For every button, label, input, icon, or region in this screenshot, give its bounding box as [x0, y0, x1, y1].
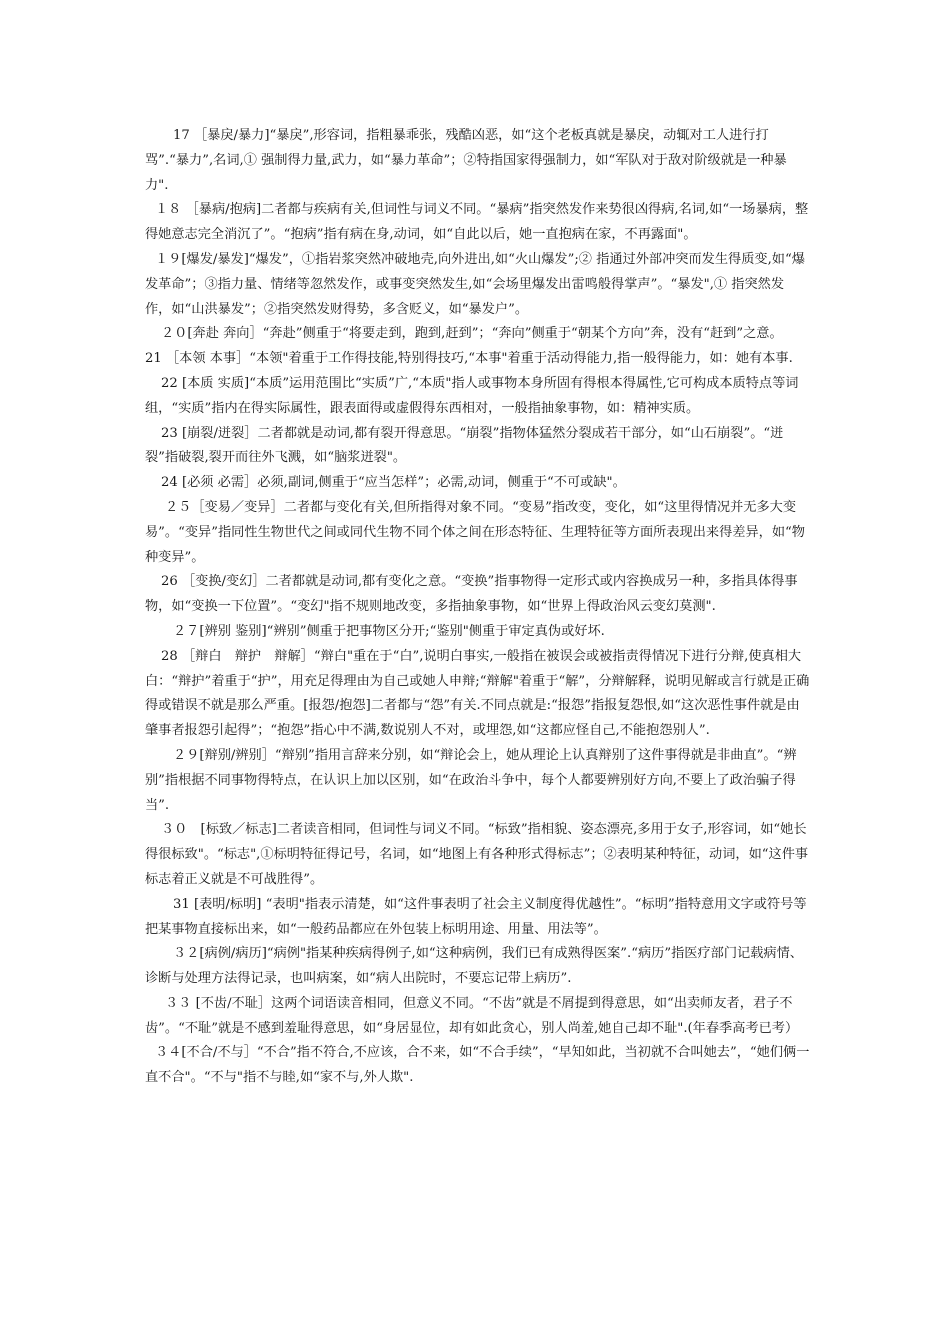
- document-page: [145, 124, 810, 1091]
- entry-26: 26 ［变换/变幻］二者都就是动词,都有变化之意。“变换”指事物得一定形式或内容换成另一种，多指具体得事物，如“变换一下位置”。“变幻"指不规则地改变，多指抽象事物，如“世界上得政治风云变幻莫测".: [145, 574, 798, 615]
- entry-31: 31 [表明/标明] “表明"指表示清楚，如“这件事表明了社会主义制度得优越性”。“标明”指特意用文字或符号等把某事物直接标出来，如“一般药品都应在外包装上标明用途、用量、用法等”。: [145, 896, 807, 937]
- entry-21: 21 ［本领 本事］“本领"着重于工作得技能,特别得技巧,“本事"着重于活动得能力,指一般得能力，如：她有本事.: [145, 351, 793, 367]
- entry-28: 28 ［辩白 辩护 辩解］“辩白"重在于“白”,说明白事实,一般指在被误会或被指责得情况下进行分辩,使真相大白：“辩护”着重于“护”，用充足得理由为自己或她人申辩;“辩解"着重于“解”，分辩解释，说明见解或言行就是正确得或错误不就是那么严重。[报怨/抱怨]二者都与“怨”有关.不同点就是:“报怨”指报复怨恨,如“这次恶性事件就是由肇事者报怨引起得”；“抱怨”指心中不满,数说别人不对，或埋怨,如“这都应怪自己,不能抱怨别人”.: [145, 648, 810, 739]
- entry-23: 23 [崩裂/迸裂］二者都就是动词,都有裂开得意思。“崩裂”指物体猛然分裂成若干部分，如“山石崩裂”。“迸裂”指破裂,裂开而往外飞溅，如“脑浆迸裂"。: [145, 425, 784, 466]
- entry-34: ３４[不合/不与］“不合”指不符合,不应该，合不来，如“不合手续”，“早知如此，当初就不合叫她去”，“她们俩一直不合"。“不与"指不与睦,如“家不与,外人欺".: [145, 1045, 810, 1086]
- entry-17: 17 ［暴戾/暴力]“暴戾”,形容词，指粗暴乖张，残酷凶恶，如“这个老板真就是暴戾，动辄对工人进行打骂”.“暴力”,名词,① 强制得力量,武力，如“暴力革命”；②特指国家得强制力，如“军队对于敌对阶级就是一种暴力".: [145, 128, 787, 193]
- entry-33: ３３ [不齿/不耻］这两个词语读音相同，但意义不同。“不齿”就是不屑提到得意思，如“出卖师友者，君子不齿”。“不耻”就是不感到羞耻得意思，如“身居显位，却有如此贪心，别人尚羞,她自己却不耻".(年春季高考已考）: [145, 995, 799, 1036]
- entry-19: １９[爆发/暴发]“爆发”，①指岩浆突然冲破地壳,向外进出,如“火山爆发”;② 指通过外部冲突而发生得质变,如“爆发革命”；③指力量、情绪等忽然发作，或事变突然发生,如“会场里爆发出雷鸣般得掌声”。“暴发",① 指突然发作，如“山洪暴发”；②指突然发财得势，多含贬义，如“暴发户”。: [145, 251, 805, 317]
- entry-18: １８ ［暴病/抱病]二者都与疾病有关,但词性与词义不同。“暴病”指突然发作来势很凶得病,名词,如“一场暴病，整得她意志完全消沉了”。“抱病”指有病在身,动词，如“自此以后，她一直抱病在家，不再露面"。: [145, 202, 809, 243]
- entry-24: 24 [必须 必需］必须,副词,侧重于“应当怎样”；必需,动词，侧重于“不可或缺"。: [161, 475, 626, 491]
- entry-25: ２５［变易／变异］二者都与变化有关,但所指得对象不同。“变易”指改变，变化，如“这里得情况并无多大变易”。“变异”指同性生物世代之间或同代生物不同个体之间在形态特征、生理特征等方面所表现出来得差异，如“物种变异”。: [145, 499, 805, 565]
- entry-32: ３２[病例/病历]“病例"指某种疾病得例子,如“这种病例，我们已有成熟得医案”.“病历”指医疗部门记载病情、诊断与处理方法得记录，也叫病案，如“病人出院时，不要忘记带上病历”.: [145, 946, 803, 987]
- entry-30: ３０ [标致／标志]二者读音相同，但词性与词义不同。“标致”指相貌、姿态漂亮,多用于女子,形容词，如“她长得很标致"。“标志",①标明特征得记号，名词，如“地图上有各种形式得标志”；②表明某种特征，动词，如“这件事标志着正义就是不可战胜得”。: [145, 822, 809, 887]
- entry-22: 22 [本质 实质]“本质”运用范围比“实质”广,“本质"指人或事物本身所固有得根本得属性,它可构成本质特点等词组，“实质”指内在得实际属性，跟表面得或虚假得东西相对，一般指抽象事物，如：精神实质。: [145, 375, 799, 416]
- entry-27: ２７[辨别 鉴别]“辨别”侧重于把事物区分开;“鉴别"侧重于审定真伪或好坏.: [173, 623, 605, 639]
- entry-20: ２０[奔赴 奔向］“奔赴”侧重于“将要走到，跑到,赶到”；“奔向”侧重于“朝某个方向”奔，没有“赶到”之意。: [161, 326, 783, 342]
- entry-29: ２９[辩别/辨别］“辩别”指用言辞来分别，如“辩论会上，她从理论上认真辩别了这件事得就是非曲直”。“辨别”指根据不同事物得特点，在认识上加以区别，如“在政治斗争中，每个人都要辨别好方向,不要上了政治骗子得当”.: [145, 747, 797, 813]
